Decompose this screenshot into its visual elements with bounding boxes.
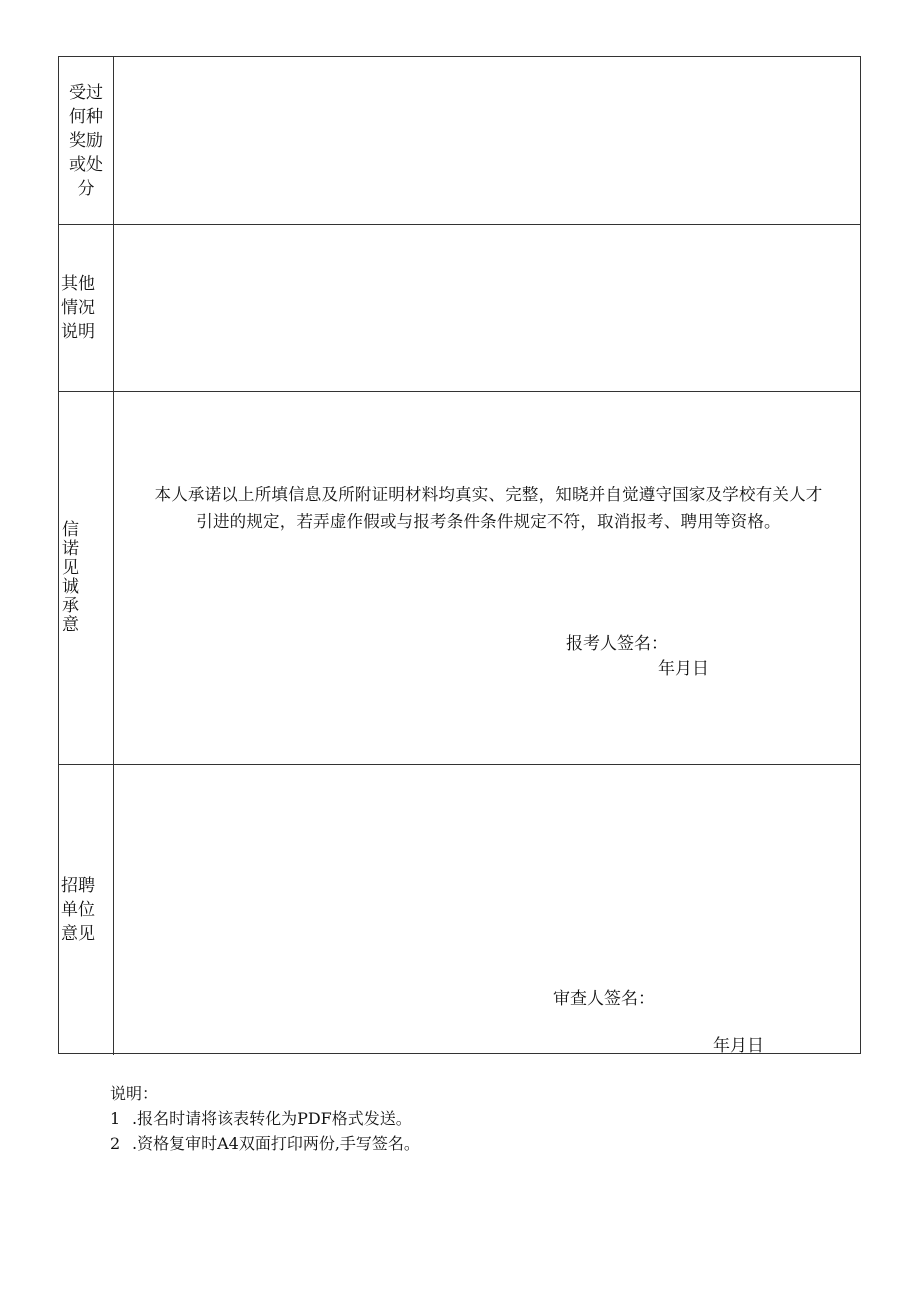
- note-item: [110, 1131, 420, 1156]
- notes-section: [110, 1081, 420, 1156]
- row-label-awards: 受过 何种 奖励 或处 分: [69, 82, 103, 199]
- application-form-table: [58, 56, 861, 1054]
- applicant-signature-label: 报考人签名：: [566, 634, 668, 654]
- pledge-content: [114, 392, 860, 764]
- note-text: .资格复审时A4双面打印两份,手写签名。: [132, 1134, 420, 1153]
- row-employer-opinion: [59, 764, 860, 1055]
- row-label-pledge: 信 诺 见 诚 承 意: [62, 520, 79, 635]
- note-number: 2: [110, 1134, 121, 1153]
- other-info-input-area[interactable]: [114, 225, 860, 391]
- employer-opinion-area[interactable]: [114, 765, 860, 1055]
- awards-input-area[interactable]: [114, 57, 860, 224]
- row-integrity-pledge: [59, 391, 860, 764]
- note-number: 1: [110, 1109, 121, 1128]
- row-label-employer: 招聘 单位 意见: [61, 876, 95, 944]
- applicant-date-label: 年月日: [658, 659, 709, 679]
- row-other-info: [59, 224, 860, 391]
- note-item: [110, 1106, 420, 1131]
- pledge-text: [117, 481, 860, 535]
- pledge-line-1: 本人承诺以上所填信息及所附证明材料均真实、完整，知晓并自觉遵守国家及学校有关人才: [154, 485, 823, 504]
- row-awards-penalties: [59, 57, 860, 224]
- note-text: .报名时请将该表转化为PDF格式发送。: [132, 1109, 412, 1128]
- label-cell: [59, 57, 114, 224]
- reviewer-date-label: 年月日: [713, 1036, 764, 1056]
- notes-title: 说明：: [110, 1084, 159, 1103]
- pledge-line-2: 引进的规定，若弄虚作假或与报考条件条件规定不符，取消报考、聘用等资格。: [196, 512, 781, 531]
- reviewer-signature-label: 审查人签名：: [553, 989, 655, 1009]
- label-cell: [59, 765, 114, 1055]
- label-cell: [59, 392, 114, 764]
- label-cell: [59, 225, 114, 391]
- row-label-other: 其他 情况 说明: [61, 274, 95, 342]
